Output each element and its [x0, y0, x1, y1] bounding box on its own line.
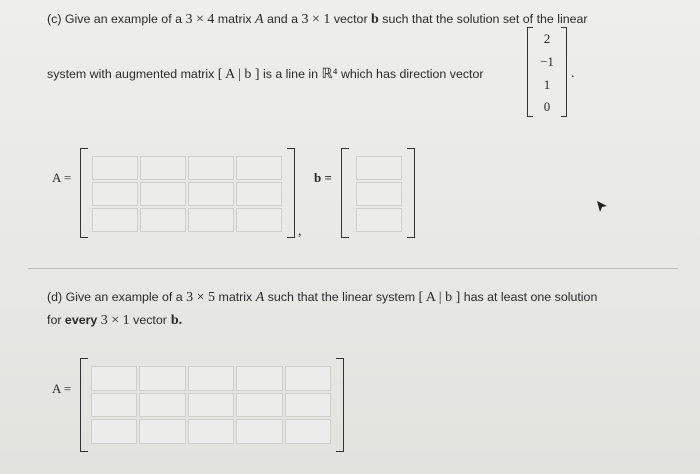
part-c-text: which has direction vector [340, 67, 484, 81]
vector-right-bracket [561, 27, 567, 117]
part-d-var-a: A [255, 290, 265, 305]
part-d-label: (d) Give an example of a [47, 290, 183, 304]
part-c-label: (c) Give an example of a [47, 12, 182, 26]
comma: , [298, 224, 302, 239]
part-c-text: system with augmented matrix [47, 67, 215, 81]
matrix-a-d-cell[interactable] [139, 366, 185, 391]
matrix-a-cell[interactable] [92, 208, 138, 232]
matrix-a-d-cell[interactable] [91, 393, 137, 418]
matrix-a-cell[interactable] [140, 182, 186, 206]
matrix-a-cell[interactable] [188, 156, 234, 180]
matrix-a-d-right-bracket [336, 358, 344, 452]
matrix-a-d-cell[interactable] [236, 393, 282, 418]
vector-entry: 1 [543, 77, 551, 92]
part-d-text: matrix [218, 290, 253, 304]
vector-entry: −1 [540, 54, 554, 69]
matrix-a-d-left-bracket [80, 358, 88, 452]
matrix-a-d-cell[interactable] [236, 419, 282, 444]
part-d-var-b: b [170, 313, 179, 328]
matrix-a-d-cell[interactable] [188, 419, 234, 444]
matrix-a-d-cell[interactable] [91, 419, 137, 444]
part-d-period: . [178, 313, 183, 328]
vector-entry: 2 [543, 31, 551, 46]
matrix-a-cell[interactable] [140, 208, 186, 232]
matrix-a-cell[interactable] [188, 208, 234, 232]
matrix-a-d-cell[interactable] [285, 419, 331, 444]
part-d-text: has at least one solution [463, 290, 598, 304]
part-d-text: vector [133, 313, 167, 327]
matrix-a-d-grid [91, 366, 331, 444]
matrix-a-d-cell[interactable] [188, 393, 234, 418]
part-c-text: such that the solution set of the linear [382, 12, 588, 26]
matrix-a-cell[interactable] [140, 156, 186, 180]
vector-b-cell[interactable] [356, 182, 402, 206]
matrix-a-d-cell[interactable] [188, 366, 234, 391]
section-divider [28, 268, 678, 269]
part-c-size-a: 3 × 4 [185, 12, 215, 27]
part-d-line-2 [47, 313, 182, 329]
vector-period: . [571, 66, 575, 81]
vector-b-left-bracket [341, 148, 349, 238]
part-d-text: such that the linear system [267, 290, 416, 304]
part-c-text: and a [267, 12, 299, 26]
augmented-matrix-notation: [ A | b ] [217, 67, 260, 82]
matrix-a-cell[interactable] [236, 156, 282, 180]
part-d-size-a: 3 × 5 [186, 290, 216, 305]
matrix-a-d-cell[interactable] [285, 366, 331, 391]
vector-entry: 0 [543, 99, 551, 114]
part-c-text: vector [333, 12, 368, 26]
matrix-a-d-cell[interactable] [139, 393, 185, 418]
matrix-a-cell[interactable] [92, 156, 138, 180]
matrix-a-right-bracket [287, 148, 295, 238]
matrix-a-d-label: A = [52, 381, 72, 396]
part-d-size-b: 3 × 1 [100, 313, 130, 328]
part-d-every: every [64, 313, 98, 327]
matrix-a-d-cell[interactable] [236, 366, 282, 391]
part-c-text: is a line in [262, 67, 319, 81]
matrix-a-d-cell[interactable] [285, 393, 331, 418]
mouse-cursor-icon [596, 200, 608, 214]
part-c-var-b: b [371, 12, 379, 27]
vector-b-right-bracket [407, 148, 415, 238]
matrix-a-left-bracket [80, 148, 88, 238]
part-c-var-a: A [254, 12, 264, 27]
matrix-a-cell[interactable] [188, 182, 234, 206]
vector-b-cell[interactable] [356, 208, 402, 232]
matrix-a-cell[interactable] [236, 208, 282, 232]
direction-vector [527, 27, 567, 117]
part-c-line-1 [47, 12, 588, 28]
vector-b-label: b = [314, 170, 332, 185]
part-c-size-b: 3 × 1 [301, 12, 331, 27]
matrix-a-d-cell[interactable] [139, 419, 185, 444]
matrix-a-cell[interactable] [92, 182, 138, 206]
vector-b-grid [356, 156, 402, 232]
matrix-a-cell[interactable] [236, 182, 282, 206]
part-d-line-1 [47, 290, 597, 306]
part-c-line-2 [47, 66, 484, 83]
matrix-a-d-cell[interactable] [91, 366, 137, 391]
part-d-text: for [47, 313, 62, 327]
r4-symbol: ℝ⁴ [321, 67, 338, 82]
vector-b-cell[interactable] [356, 156, 402, 180]
matrix-a-grid [92, 156, 282, 232]
augmented-matrix-notation: [ A | b ] [418, 290, 461, 305]
part-c-text: matrix [217, 12, 252, 26]
matrix-a-label: A = [52, 170, 72, 185]
